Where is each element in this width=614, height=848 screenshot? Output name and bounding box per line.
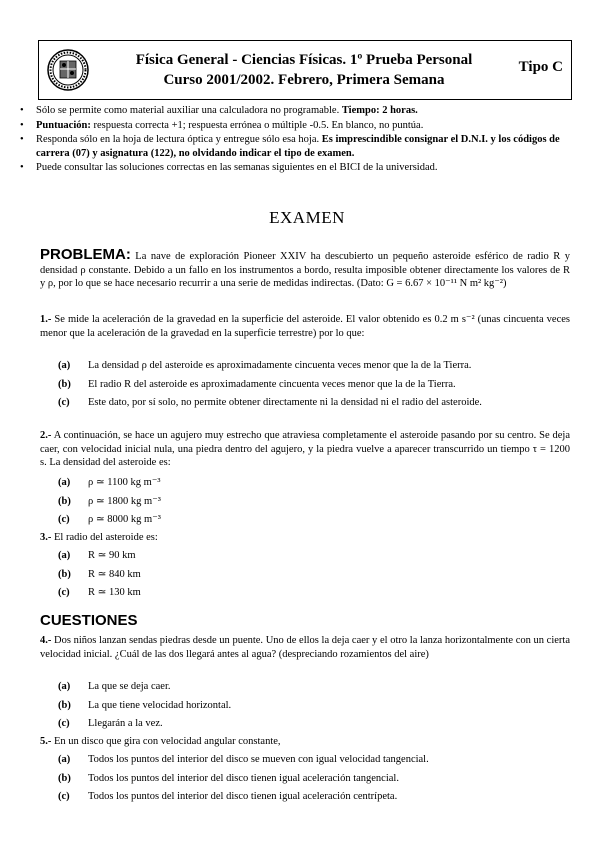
bullet-icon: • (20, 119, 24, 131)
question-3-options (58, 549, 568, 600)
question-4: 4.- Dos niños lanzan sendas piedras desde un puente. Uno de ellos la deja caer y el otro la lanza horizontalmente con un cierta velocidad inicial. ¿Cuál de las dos llegará antes al agua? (despreciando rozamientos del aire) (40, 635, 570, 660)
answer-option: (c) Este dato, por sí solo, no permite obtener directamente ni la densidad ni el radio del asteroide. (58, 397, 482, 408)
question-2: 2.- A continuación, se hace un agujero muy estrecho que atraviesa completamente el asteroide pasando por su centro. Se deja caer, con velocidad inicial nula, una piedra dentro del agujero, y la piedra vuelve a aparecer transcurrido un tiempo τ = 1200 s. La densidad del asteroide es: (40, 430, 570, 468)
answer-option: (b) Todos los puntos del interior del disco tienen igual aceleración tangencial. (58, 772, 399, 784)
answer-option: (a) La que se deja caer. (58, 681, 171, 692)
instruction-item: • Responda sólo en la hoja de lectura óptica y entregue sólo esa hoja. Es imprescindible consignar el D.N.I. y los códigos de carrera (07) y asignatura (122), no olvidando indicar el tipo de examen. (20, 134, 560, 159)
header-title (119, 50, 489, 90)
answer-option: (a) R ≃ 90 km (58, 550, 136, 561)
instruction-item: • Sólo se permite como material auxiliar una calculadora no programable. Tiempo: 2 horas. (20, 105, 418, 116)
answer-option: (b) ρ ≃ 1800 kg m⁻³ (58, 495, 161, 507)
instruction-item: • Puede consultar las soluciones correctas en las semanas siguientes en el BICI de la universidad. (20, 162, 438, 173)
problem-heading: PROBLEMA: (40, 246, 131, 263)
question-4-options (58, 680, 568, 731)
question-2-options (58, 476, 568, 527)
instruction-item: • Puntuación: respuesta correcta +1; respuesta errónea o múltiple -0.5. En blanco, no puntúa. (20, 119, 424, 131)
bullet-icon: • (20, 162, 24, 173)
problem-statement (40, 248, 570, 291)
answer-option: (b) El radio R del asteroide es aproximadamente cincuenta veces menor que la de la Tierra. (58, 378, 456, 390)
bullet-icon: • (20, 105, 24, 116)
question-1-options (58, 359, 568, 410)
answer-option: (c) Todos los puntos del interior del disco tienen igual aceleración centrípeta. (58, 791, 398, 802)
answer-option: (c) Llegarán a la vez. (58, 718, 163, 729)
exam-title: EXAMEN (269, 208, 345, 227)
answer-option: (b) La que tiene velocidad horizontal. (58, 699, 232, 711)
header-title-line1: Física General - Ciencias Físicas. 1º Prueba Personal (135, 52, 473, 68)
exam-header (38, 40, 572, 100)
question-3: 3.- El radio del asteroide es: (40, 532, 158, 543)
bullet-icon: • (20, 134, 24, 145)
answer-option: (b) R ≃ 840 km (58, 568, 141, 580)
question-1: 1.- Se mide la aceleración de la gravedad en la superficie del asteroide. El valor obtenido es 0.2 m s⁻² (unas cincuenta veces menor que la aceleración de la gravedad en la superficie terrestre) por lo que: (40, 314, 570, 339)
problem-intro: La nave de exploración Pioneer XXIV ha descubierto un pequeño asteroide esférico de radio R y densidad ρ constante. Debido a un fallo en los instrumentos a bordo, resulta imposible obtener directamente los valores de R y ρ, por lo que se hace necesario recurrir a una serie de medidas indirectas. (Dato: G = 6.67 × 10⁻¹¹ N m² kg⁻²) (40, 251, 570, 289)
instructions-list (20, 104, 590, 176)
answer-option: (c) ρ ≃ 8000 kg m⁻³ (58, 514, 161, 525)
university-seal-icon (47, 49, 89, 91)
answer-option: (a) ρ ≃ 1100 kg m⁻³ (58, 477, 161, 488)
header-title-line2: Curso 2001/2002. Febrero, Primera Semana (163, 72, 445, 88)
answer-option: (a) La densidad ρ del asteroide es aproximadamente cincuenta veces menor que la de la Tierra. (58, 360, 472, 371)
exam-type-label: Tipo C (518, 59, 563, 75)
answer-option: (a) Todos los puntos del interior del disco se mueven con igual velocidad tangencial. (58, 754, 429, 765)
question-5-options (58, 753, 568, 804)
question-5: 5.- En un disco que gira con velocidad angular constante, (40, 736, 281, 747)
answer-option: (c) R ≃ 130 km (58, 587, 141, 598)
cuestiones-heading: CUESTIONES (40, 612, 138, 629)
